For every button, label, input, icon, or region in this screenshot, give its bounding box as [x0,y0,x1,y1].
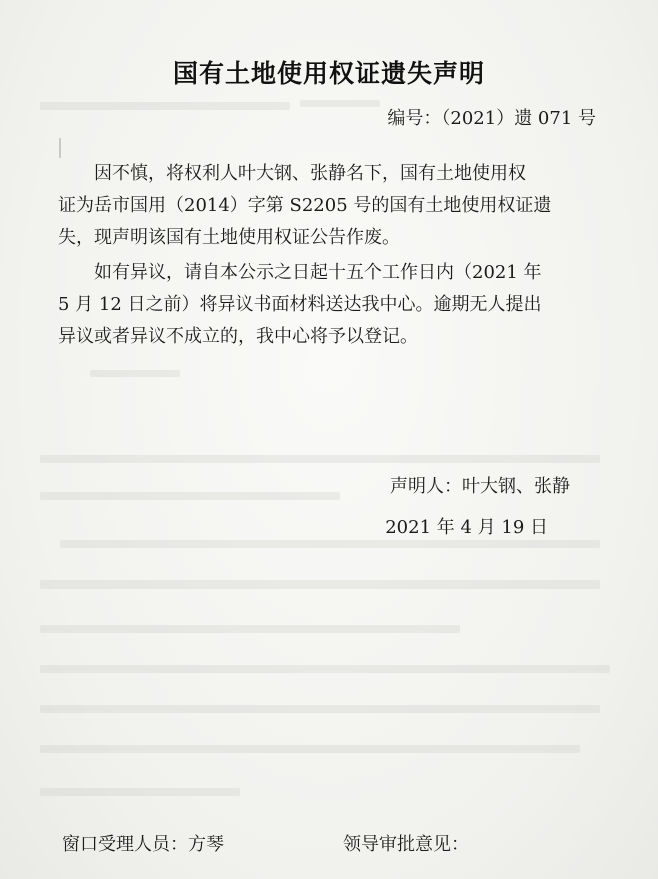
leader-opinion-label: 领导审批意见： [343,834,469,855]
paragraph-line: 证为岳市国用（2014）字第 S2205 号的国有土地使用权证遗 [58,195,552,216]
window-clerk-label: 窗口受理人员：方琴 [62,834,224,855]
bleed-through-mark [60,540,600,548]
bleed-through-mark [40,705,600,713]
bleed-through-mark [40,455,600,463]
bleed-through-mark [40,625,460,633]
bleed-through-mark [40,665,610,673]
paragraph-line: 5 月 12 日之前）将异议书面材料送达我中心。逾期无人提出 [58,294,542,315]
bleed-through-mark [40,580,600,589]
paragraph-line: 异议或者异议不成立的，我中心将予以登记。 [58,326,418,347]
bleed-through-mark [90,370,180,377]
bleed-through-mark [40,492,340,500]
statement-paragraph [58,158,598,254]
document-number: 编号：（2021）遗 071 号 [387,108,596,129]
objection-paragraph [58,257,598,353]
bleed-through-mark [40,745,580,753]
paragraph-line: 因不慎，将权利人叶大钢、张静名下，国有土地使用权 [94,163,526,184]
declaration-date: 2021 年 4 月 19 日 [385,517,548,538]
page-title: 国有土地使用权证遗失声明 [172,59,485,88]
paragraph-line: 失，现声明该国有土地使用权证公告作废。 [58,227,400,248]
margin-mark [59,138,61,158]
bleed-through-mark [300,100,380,107]
declarant-signature: 声明人：叶大钢、张静 [390,476,570,497]
bleed-through-mark [40,788,240,796]
bleed-through-mark [40,102,290,110]
paragraph-line: 如有异议，请自本公示之日起十五个工作日内（2021 年 [94,262,542,283]
